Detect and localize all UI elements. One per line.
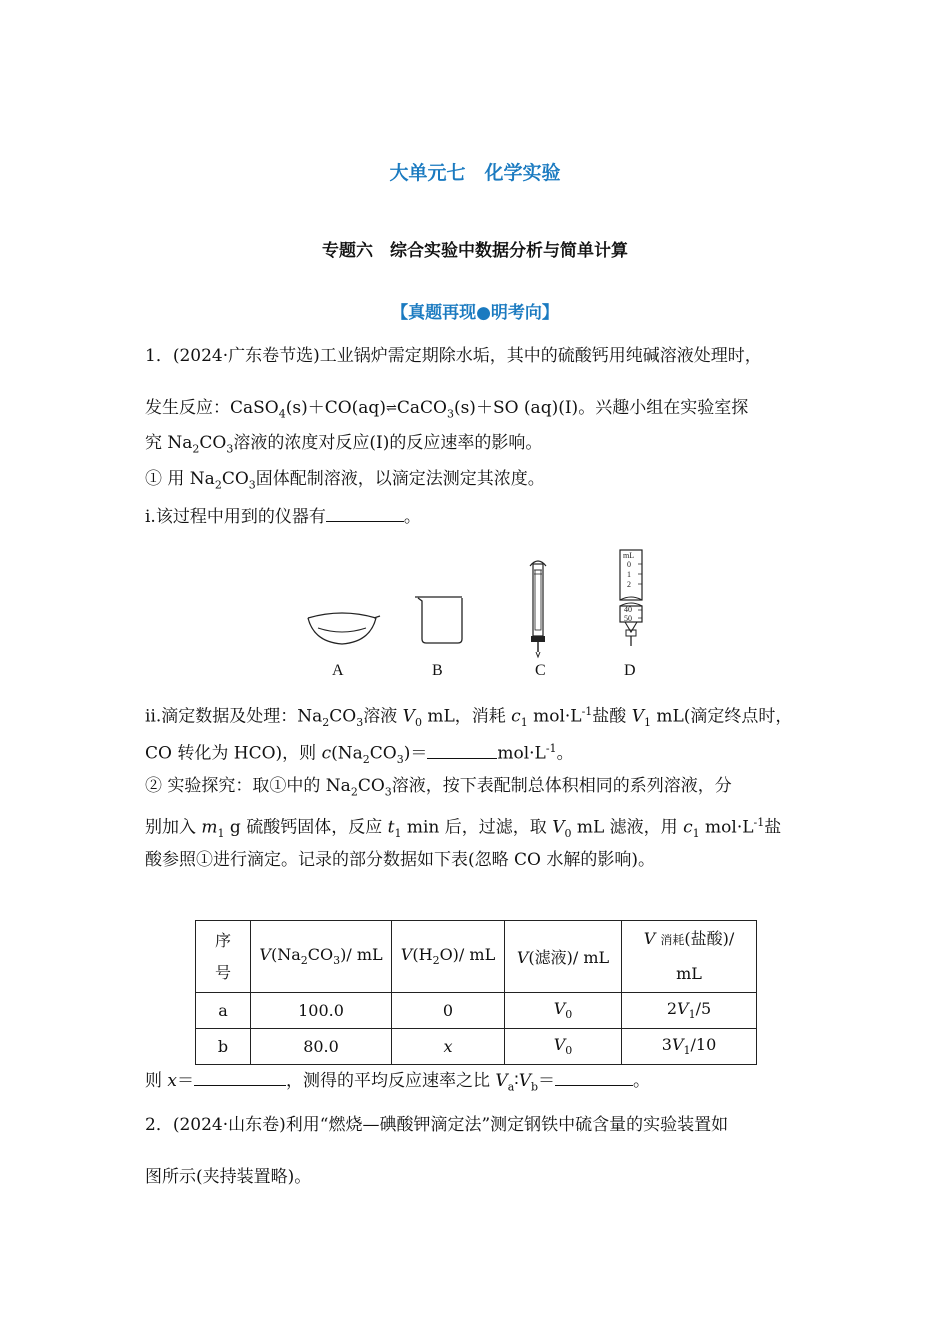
figure-label-b: B: [432, 662, 443, 679]
table-cell: $V_0$: [505, 993, 622, 1029]
beaker-icon: [415, 597, 462, 643]
answer-blank[interactable]: [555, 1067, 633, 1086]
table-row: [196, 1029, 757, 1065]
table-cell: b: [196, 1029, 251, 1065]
table-cell: 80.0: [251, 1029, 392, 1065]
q1-line-10: 酸参照①进行滴定。记录的部分数据如下表(忽略 CO 水解的影响)。: [145, 850, 656, 870]
header-cell: 序 号: [196, 921, 251, 993]
q1-line-9: 别加入 $m_1$ g 硫酸钙固体，反应 $t_1$ min 后，过滤，取 $V_0$ mL 滤液，用 $c_1$ $mol\cdot L^{-1}$盐: [145, 816, 782, 841]
table-cell: $3V_1/10$: [622, 1029, 757, 1065]
q1-line-6: ⅱ.滴定数据及处理：$Na_2CO_3$溶液 $V_0$ mL，消耗 $c_1$ $mol\cdot L^{-1}$盐酸 $V_1$ mL(滴定终点时，: [145, 705, 793, 730]
answer-blank[interactable]: [427, 740, 497, 759]
unit-title: 大单元七 化学实验: [389, 162, 561, 184]
burette-mark: 40: [624, 605, 632, 614]
q2-line-1: 2．(2024·山东卷)利用“燃烧—碘酸钾滴定法”测定钢铁中硫含量的实验装置如: [145, 1115, 729, 1135]
table-row: [196, 993, 757, 1029]
figure-label-d: D: [624, 662, 636, 679]
table-header-row: [196, 921, 757, 993]
burette-mark: 50: [624, 614, 632, 623]
q1-line-3: 究 $Na_2CO_3$溶液的浓度对反应(Ⅰ)的反应速率的影响。: [145, 433, 543, 456]
table-cell: 100.0: [251, 993, 392, 1029]
table-cell: x: [392, 1029, 505, 1065]
apparatus-figure: [290, 540, 670, 660]
q1-line-2: 发生反应：CaSO$_4$(s)＋CO(aq)⇌CaCO$_3$(s)＋SO (aq)(Ⅰ)。兴趣小组在实验室探: [145, 398, 749, 421]
figure-label-c: C: [535, 662, 546, 679]
burette-mark: 2: [627, 580, 631, 589]
figure-label-a: A: [332, 662, 344, 679]
q2-line-2: 图所示(夹持装置略)。: [145, 1167, 312, 1187]
table-cell: 0: [392, 993, 505, 1029]
burette-mark: mL: [623, 551, 635, 560]
q1-line-5: ⅰ.该过程中用到的仪器有 。: [145, 503, 421, 529]
table-cell: $V_0$: [505, 1029, 622, 1065]
data-table: [195, 920, 757, 1065]
equilibrium-arrow-icon: ⇌: [385, 400, 397, 416]
header-cell: $V(Na_2CO_3)/$ mL: [251, 921, 392, 993]
header-cell: V 消耗(盐酸)/ mL: [622, 921, 757, 993]
header-cell: $V(H_2O)/$ mL: [392, 921, 505, 993]
section-title: 【真题再现●明考向】: [391, 303, 559, 323]
table-cell: a: [196, 993, 251, 1029]
acid-burette-icon: [530, 561, 546, 657]
topic-title: 专题六 综合实验中数据分析与简单计算: [322, 241, 628, 261]
evaporating-dish-icon: [308, 613, 380, 644]
q1-line-4: ① 用 $Na_2CO_3$固体配制溶液，以滴定法测定其浓度。: [145, 469, 545, 492]
burette-mark: 1: [627, 570, 631, 579]
table-cell: $2V_1/5$: [622, 993, 757, 1029]
answer-blank[interactable]: [326, 503, 404, 522]
graduated-burette-icon: [620, 550, 642, 646]
q1-line-7: CO 转化为 HCO)，则 $c(Na_2CO_3)= mol\cdot L^{-1}$。: [145, 737, 574, 772]
q1-line-1: 1．(2024·广东卷节选)工业锅炉需定期除水垢，其中的硫酸钙用纯碱溶液处理时，: [145, 346, 762, 366]
header-cell: V(滤液)/ mL: [505, 921, 622, 993]
burette-mark: 0: [627, 560, 631, 569]
q1-line-11: 则 x＝ ，测得的平均反应速率之比 $V_a∶V_b=$ 。: [145, 1067, 650, 1099]
q1-line-8: ② 实验探究：取①中的 $Na_2CO_3$溶液，按下表配制总体积相同的系列溶液，分: [145, 776, 732, 799]
answer-blank[interactable]: [194, 1067, 286, 1086]
